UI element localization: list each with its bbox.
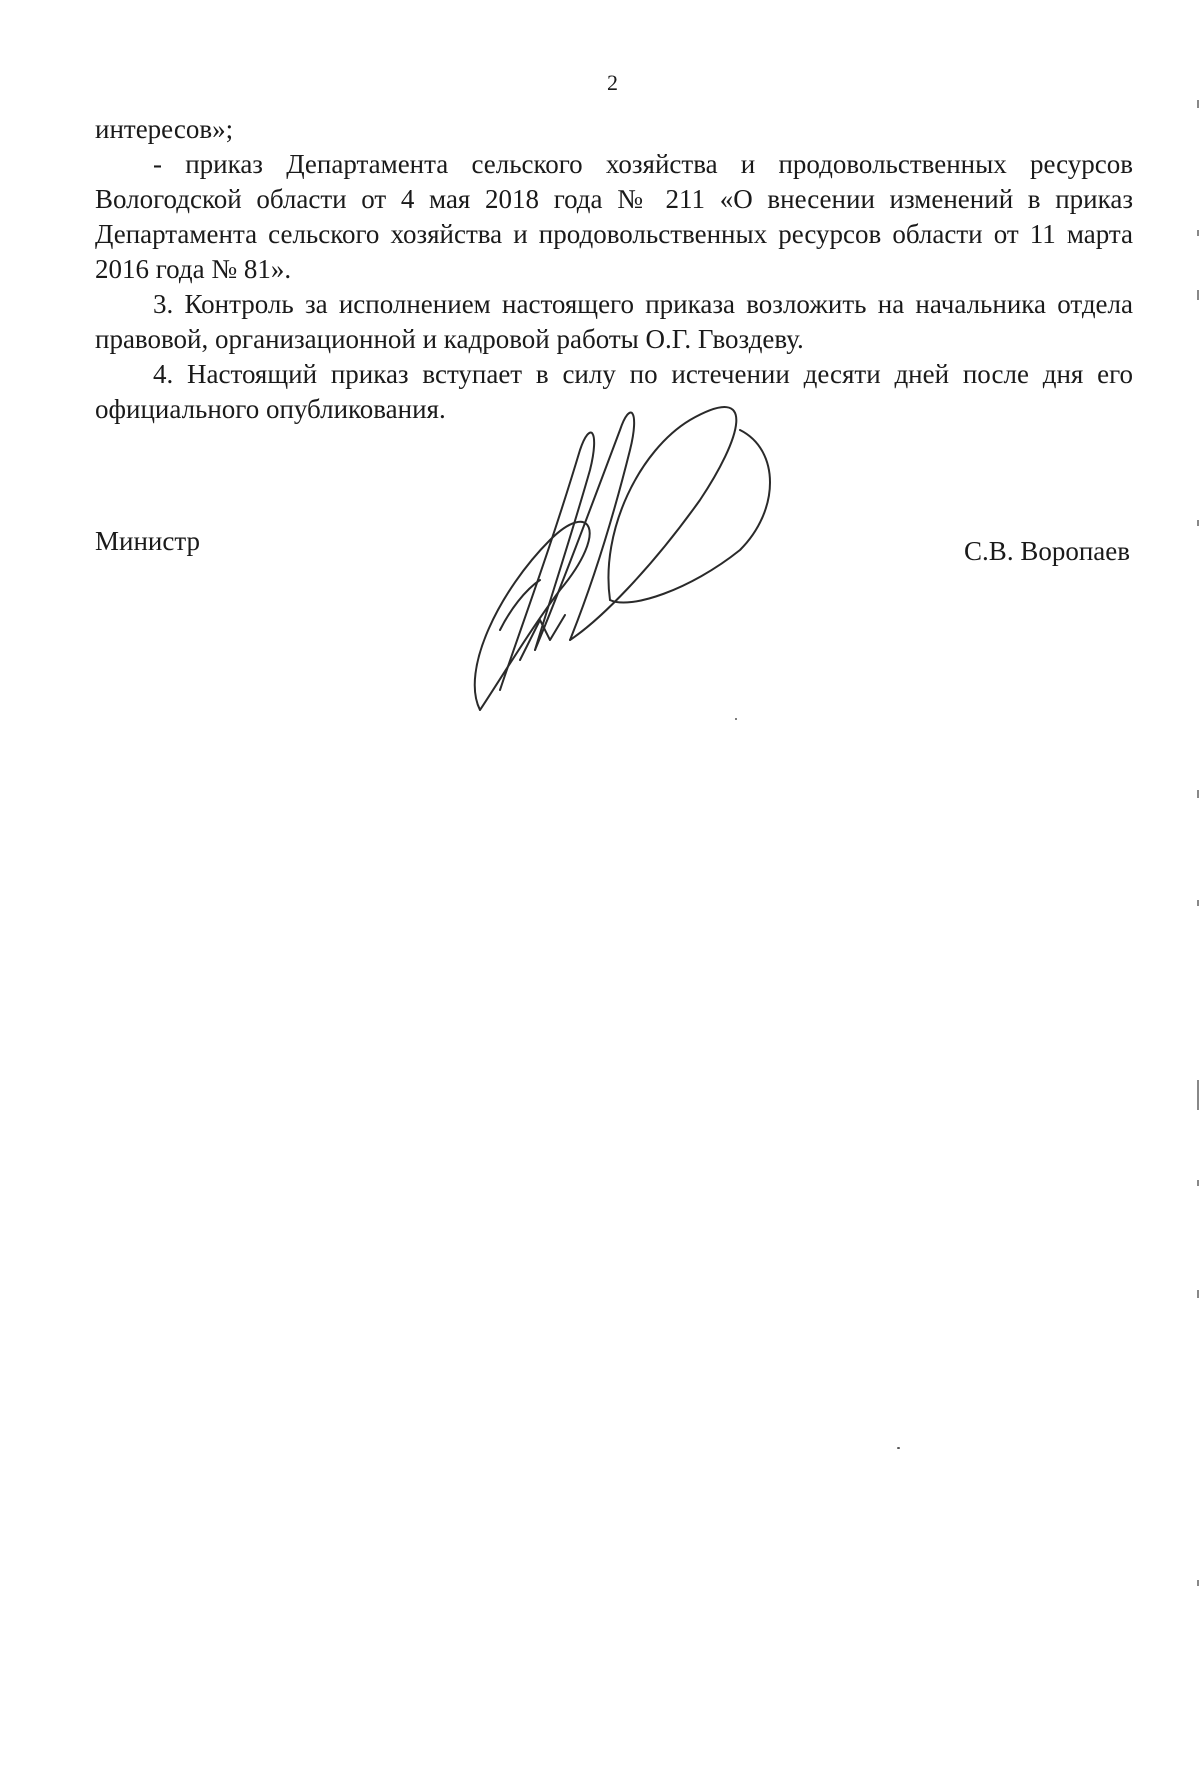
- paragraph-control: 3. Контроль за исполнением настоящего приказа возложить на начальника отдела правовой, организационной и кадровой работы О.Г. Гвоздеву.: [95, 289, 1133, 354]
- page-number: 2: [607, 70, 618, 95]
- document-body: [95, 112, 1133, 427]
- handwritten-signature: [440, 390, 860, 720]
- scan-speck: [735, 718, 737, 720]
- scan-speck: [897, 1447, 900, 1449]
- signatory-name: С.В. Воропаев: [964, 536, 1130, 566]
- paragraph-order-item: - приказ Департамента сельского хозяйства и продовольственных ресурсов Вологодской области от 4 мая 2018 года № 211 «О внесении изменений в приказ Департамента сельского хозяйства и продовольственных ресурсов области от 11 марта 2016 года № 81».: [95, 149, 1133, 284]
- paragraph-continuation: интересов»;: [95, 114, 234, 144]
- paragraph-effective-date: 4. Настоящий приказ вступает в силу по истечении десяти дней после дня его официального опубликования.: [95, 359, 1133, 424]
- signature-title: Министр: [95, 526, 200, 556]
